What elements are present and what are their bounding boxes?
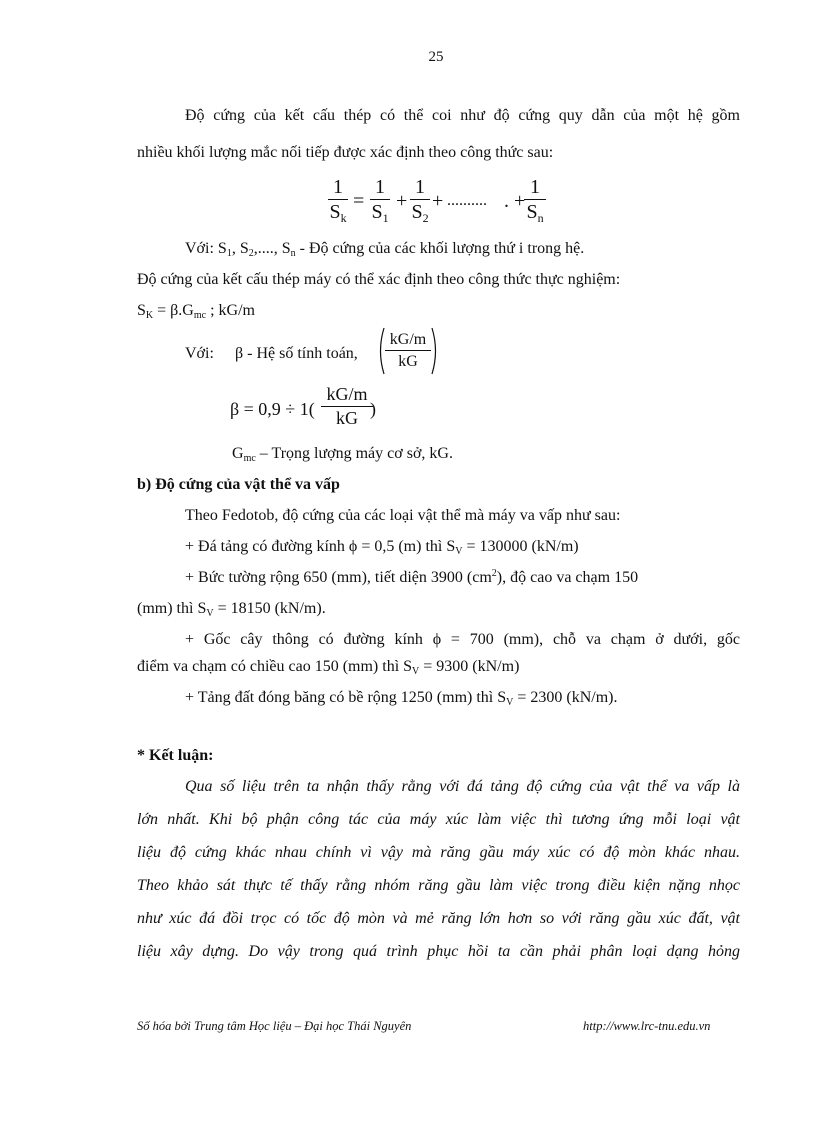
- fraction-bar: [524, 199, 546, 200]
- fedotob-line: Theo Fedotob, độ cứng của các loại vật thể mà máy va vấp như sau:: [185, 507, 621, 524]
- para1-line2: nhiều khối lượng mắc nối tiếp được xác định theo công thức sau:: [137, 144, 554, 161]
- conclusion-line: liệu độ cứng khác nhau chính vì vậy mà răng gầu máy xúc có độ mòn khác nhau.: [137, 844, 740, 861]
- denominator: kG: [398, 353, 418, 370]
- numerator: 1: [530, 176, 540, 198]
- item-4: + Tảng đất đóng băng có bề rộng 1250 (mm) thì $S_V = 2300$ (kN/m).: [185, 689, 618, 708]
- denominator: $S_1$: [371, 201, 389, 225]
- conclusion-line: liệu xây dựng. Do vậy trong quá trình phục hồi ta cần phải phân loại dạng hỏng: [137, 943, 740, 960]
- voi-line-1: Với: $S_1$, $S_2$,...., $S_n$ - Độ cứng của các khối lượng thứ i trong hệ.: [185, 240, 585, 259]
- conclusion-line: lớn nhất. Khi bộ phận công tác của máy xúc làm việc thì tương ứng mỗi loại vật: [137, 811, 740, 828]
- item-2-line1: + Bức tường rộng 650 (mm), tiết diện 3900 $(cm^2)$, độ cao va chạm 150: [185, 568, 639, 586]
- fraction-1-s2: [410, 176, 430, 223]
- numerator: kG/m: [389, 331, 427, 348]
- page-number: 25: [428, 49, 444, 65]
- item-1: + Đá tảng có đường kính ϕ = 0,5 (m) thì $S_V = 130000$ (kN/m): [185, 538, 579, 557]
- item-3-line2: điểm va chạm có chiều cao 150 (mm) thì $S_V = 9300$ (kN/m): [137, 658, 520, 677]
- denominator: kG: [336, 408, 358, 428]
- numerator: 1: [333, 176, 343, 198]
- fraction-bar: [321, 406, 373, 407]
- fraction-bar: [328, 199, 348, 200]
- gmc-line: $G_{mc}$ – Trọng lượng máy cơ sở, kG.: [232, 445, 453, 464]
- denominator: $S_k$: [329, 201, 347, 225]
- denominator: $S_n$: [526, 201, 544, 225]
- beta-range-lhs: β = 0,9 ÷ 1(: [230, 399, 315, 419]
- equals-sign: =: [353, 190, 365, 212]
- conclusion-line: như xúc đá đồi trọc có tốc độ mòn và mẻ răng lớn hơn so với răng gầu xúc đất, vật: [137, 910, 740, 927]
- beta-range-unit-fraction: [321, 384, 373, 429]
- numerator: kG/m: [326, 384, 368, 404]
- numerator: 1: [375, 176, 385, 198]
- fraction-bar: [385, 350, 431, 351]
- fraction-bar: [370, 199, 390, 200]
- ellipsis: ..........: [447, 192, 487, 209]
- beta-description: β - Hệ số tính toán,: [235, 345, 358, 362]
- conclusion-line: Qua số liệu trên ta nhận thấy rằng với đá tảng độ cứng của vật thể va vấp là: [185, 778, 740, 795]
- right-paren-icon: [430, 326, 440, 376]
- plus-sign: +: [396, 190, 408, 212]
- section-b-heading: b) Độ cứng của vật thể va vấp: [137, 476, 340, 493]
- denominator: $S_2$: [411, 201, 429, 225]
- para2: Độ cứng của kết cấu thép máy có thể xác định theo công thức thực nghiệm:: [137, 271, 621, 288]
- beta-unit-fraction: [385, 330, 431, 371]
- footer-url[interactable]: http://www.lrc-tnu.edu.vn: [583, 1019, 711, 1033]
- para1-line1: Độ cứng của kết cấu thép có thể coi như độ cứng quy dẫn của một hệ gồm: [185, 107, 740, 124]
- footer-source: Số hóa bởi Trung tâm Học liệu – Đại học Thái Nguyên: [137, 1019, 412, 1033]
- numerator: 1: [415, 176, 425, 198]
- item-3-line1: + Gốc cây thông có đường kính ϕ = 700 (mm), chỗ va chạm ở dưới, gốc: [185, 631, 740, 648]
- fraction-1-s1: [370, 176, 390, 223]
- fraction-1-sn: [524, 176, 546, 223]
- fraction-bar: [410, 199, 430, 200]
- plus-sign: +: [432, 190, 444, 212]
- conclusion-line: Theo khảo sát thực tế thấy rằng nhóm răng gầu làm việc trong điều kiện nặng nhọc: [137, 877, 740, 894]
- sk-formula: $S_K = \beta.G_{mc}$ ; kG/m: [137, 302, 255, 321]
- conclusion-heading: * Kết luận:: [137, 747, 214, 764]
- plus-sign: . +: [504, 190, 526, 212]
- fraction-1-sk: [328, 176, 348, 223]
- beta-voi-label: Với:: [185, 345, 214, 362]
- item-2-line2: (mm) thì $S_V = 18150$ (kN/m).: [137, 600, 326, 619]
- beta-range-close: ): [370, 399, 376, 419]
